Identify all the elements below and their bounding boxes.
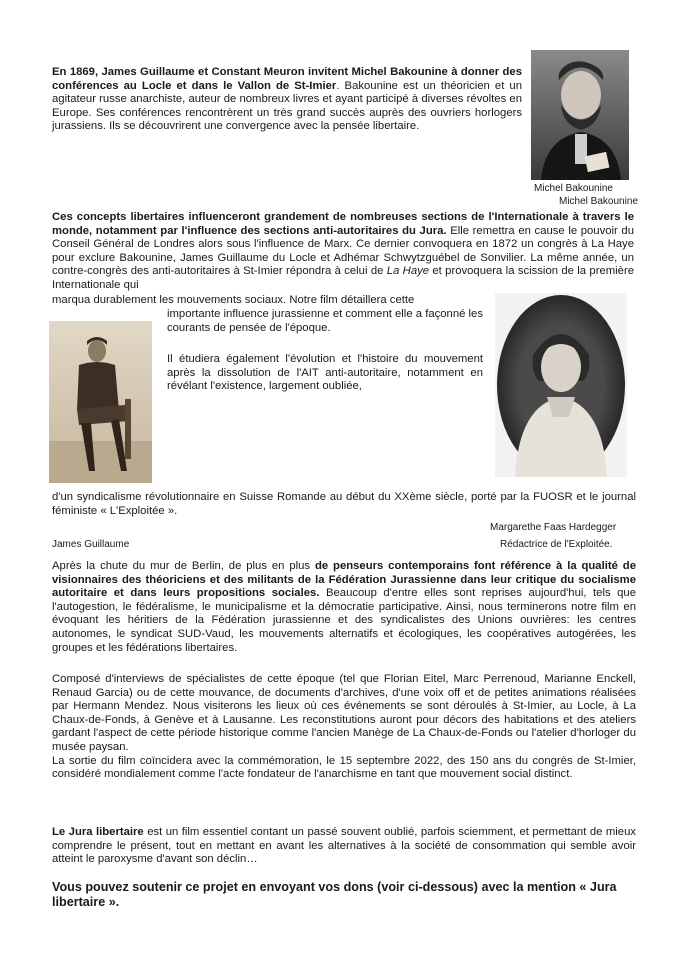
- concepts-rest-a: Elle remettra en cause le pouvoir du Conseil Général de Londres alors sous l'influence de Marx. Ce dernier convoquera en 1872 un congrès à La Haye pour exclure Bakounine, James Guillaume du Locle et Adhémar Schwytzguébel de Sonvilier. La même année, un contre-congrès des anti-autoritaires à St-Imier répondra à celui de: [52, 224, 634, 278]
- conclusion-rest: est un film essentiel contant un passé souvent oublié, parfois sciemment, et permettant de mieux comprendre le présent, tout en mettant en avant les alternatives à la société de consommation qui semble avoir atteint le paroxysme d'avant son déclin…: [52, 826, 637, 866]
- concepts-middle-1: [167, 308, 483, 335]
- contemporary-bold: de penseurs contemporains font référence à la qualité de visionnaires des théoriciens et des militants de la Fédération Jurassienne dans leur critique du socialisme autoritaire et dans leurs propositions sociales.: [52, 560, 636, 600]
- intro-bold: En 1869, James Guillaume et Constant Meuron invitent Michel Bakounine à donner des conférences au Locle et dans le Vallon de St-Imier: [52, 66, 522, 92]
- concepts-line-full: [52, 294, 482, 308]
- james-guillaume-photo: [49, 321, 152, 483]
- composition-text: Composé d'interviews de spécialistes de cette époque (tel que Florian Eitel, Marc Perrenoud, Marianne Enckell, Renaud Garcia) ou de cette mouvance, de documents d'archives, d'une voix off et de petites animations réalisées par Hermann Mendez. Nous visiterons les lieux où ces événements se sont déroulés à St-Imier, au Locle, à La Chaux-de-Fonds, à Genève et à Lausanne. Les reconstitutions auront pour décors des habitations et des ateliers gardant l'aspect de cette période historique comme l'ancien Manège de La Chaux-de-Fonds ou l'atelier d'horloger du musée paysan.: [52, 673, 636, 753]
- caption-faas-name: Margarethe Faas Hardegger: [490, 522, 617, 533]
- release-text: La sortie du film coïncidera avec la commémoration, le 15 septembre 2022, des 150 ans du congrès de St-Imier, considéré mondialement comme l'acte fondateur de l'anarchisme en tant que mouvement social distinct.: [52, 754, 636, 781]
- bakounine-photo: [531, 50, 629, 180]
- concepts-middle-1-text: importante influence jurassienne et comment elle a façonné les courants de pensée de l'époque.: [167, 308, 483, 334]
- intro-paragraph: [52, 66, 522, 134]
- contemporary-paragraph: [52, 560, 636, 655]
- intro-rest: . Bakounine est un théoricien et un agitateur russe anarchiste, auteur de nombreux livres et ayant participé à diverses révoltes en Europe. Ses conférences rencontrèrent un très grand succès auprès des ouvriers horlogers jurassiens. Ils se découvrirent une convergence avec la pensée libertaire.: [52, 79, 522, 133]
- concepts-line-full-text: marqua durablement les mouvements sociaux. Notre film détaillera cette: [52, 294, 415, 306]
- support-text: Vous pouvez soutenir ce projet en envoyant vos dons (voir ci-dessous) avec la mention « Jura libertaire ».: [52, 880, 617, 909]
- caption-bakounine-1: Michel Bakounine: [534, 183, 613, 194]
- support-paragraph: [52, 880, 632, 910]
- caption-bakounine-2: Michel Bakounine: [559, 196, 638, 207]
- contemporary-rest: Beaucoup d'entre elles sont reprises aujourd'hui, tels que l'autogestion, le fédéralisme, le municipalisme et la démocratie participative. Ainsi, nous terminerons notre film en évoquant les héritiers de la Fédération jurassienne et des syndicalistes des Unions ouvrières: les centres autonomes, le syndicat SUD-Vaud, les mouvements alternatifs et écologiques, les coopératives autogérées, les groupes et les fédérations libertaires.: [52, 587, 636, 654]
- conclusion-paragraph: [52, 826, 636, 867]
- conclusion-bold: Le Jura libertaire: [52, 826, 144, 838]
- concepts-after-photos-text: d'un syndicalisme révolutionnaire en Suisse Romande au début du XXème siècle, porté par la FUOSR et le journal féministe « L'Exploitée ».: [52, 491, 636, 517]
- concepts-bold: Ces concepts libertaires influenceront grandement de nombreuses sections de l'Internationale à travers le monde, notamment par l'influence des sections anti-autoritaires du Jura.: [52, 211, 634, 237]
- concepts-rest-b: et provoquera la scission de la première Internationale qui: [52, 265, 635, 291]
- caption-faas-role: Rédactrice de l'Exploitée.: [500, 539, 613, 550]
- faas-hardegger-photo: [495, 293, 627, 477]
- contemporary-lead: Après la chute du mur de Berlin, de plus en plus: [52, 560, 315, 572]
- composition-paragraph: [52, 673, 636, 782]
- caption-guillaume: James Guillaume: [52, 539, 130, 550]
- concepts-middle-2-text: Il étudiera également l'évolution et l'histoire du mouvement après la dissolution de l'AIT anti-autoritaire, notamment en révélant l'existence, largement oubliée,: [167, 353, 483, 393]
- concepts-italic: La Haye: [386, 265, 430, 278]
- concepts-middle-2: [167, 353, 483, 394]
- concepts-paragraph: [52, 211, 634, 293]
- concepts-after-photos: [52, 491, 636, 518]
